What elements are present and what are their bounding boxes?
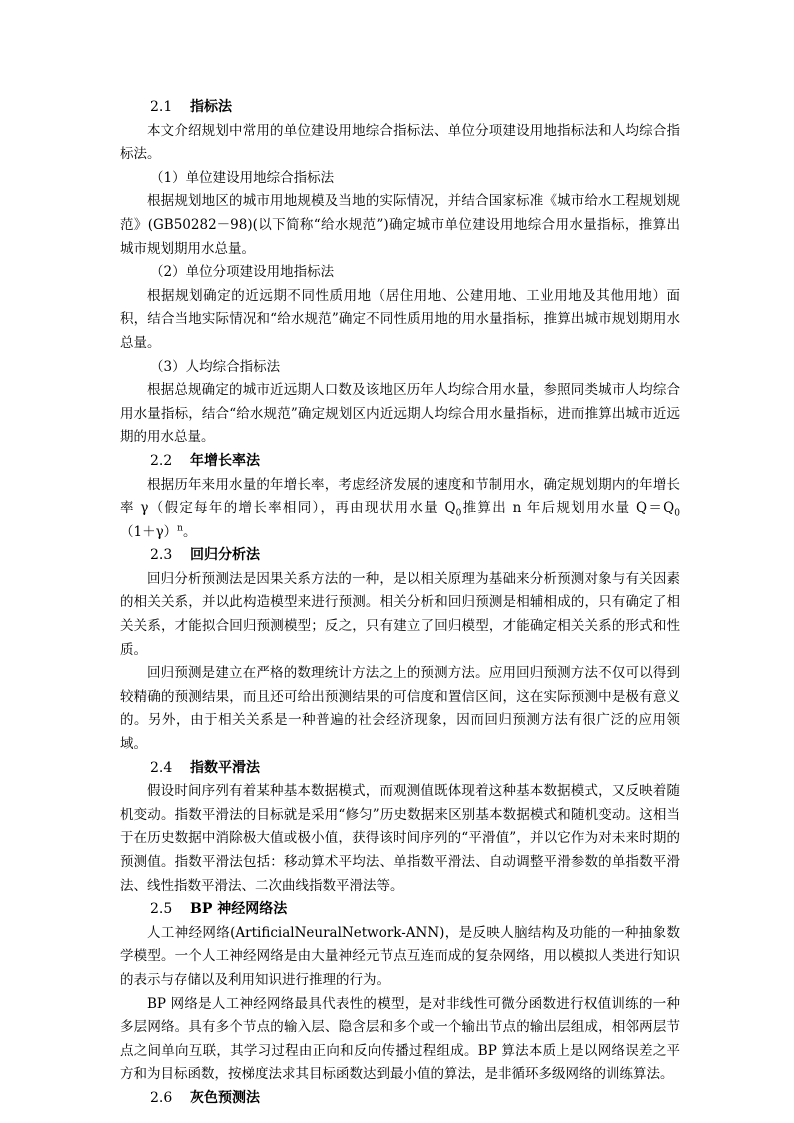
section-title: 年增长率法: [190, 452, 260, 469]
section-number: 2.2: [150, 452, 173, 469]
paragraph: 回归预测是建立在严格的数理统计方法之上的预测方法。应用回归预测方法不仅可以得到较精确的预测结果，而且还可给出预测结果的可信度和置信区间，这在实际预测中是极有意义的。另外，由于相关关系是一种普遍的社会经济现象，因而回归预测方法有很广泛的应用领域。: [120, 665, 680, 753]
section-number: 2.3: [150, 547, 173, 564]
section-heading-2-5: [120, 898, 680, 922]
section-heading-2-3: [120, 544, 680, 568]
formula-text: （1＋γ）: [120, 523, 178, 540]
paragraph-formula: [120, 474, 680, 545]
subscript: 0: [674, 508, 680, 519]
section-heading-2-4: [120, 757, 680, 781]
subscript: 0: [455, 508, 462, 519]
section-title: 指数平滑法: [190, 759, 260, 776]
section-intro: 本文介绍规划中常用的单位建设用地综合指标法、单位分项建设用地指标法和人均综合指标法。: [120, 122, 680, 163]
section-number: 2.5: [150, 901, 173, 918]
subsection-label: （1）单位建设用地综合指标法: [150, 169, 335, 186]
formula-text: 。: [182, 523, 197, 540]
section-heading-2-6: [120, 1087, 680, 1111]
paragraph: 假设时间序列有着某种基本数据模式，而观测值既体现着这种基本数据模式，又反映着随机变动。指数平滑法的目标就是采用“修匀”历史数据来区别基本数据模式和随机变动。这相当于在历史数据中消除极大值或极小值，获得该时间序列的“平滑值”，并以它作为对未来时期的预测值。指数平滑法包括：移动算术平均法、单指数平滑法、自动调整平滑参数的单指数平滑法、线性指数平滑法、二次曲线指数平滑法等。: [120, 783, 680, 894]
section-heading-2-2: [120, 450, 680, 474]
paragraph: 根据规划确定的近远期不同性质用地（居住用地、公建用地、工业用地及其他用地）面积，结合当地实际情况和“给水规范”确定不同性质用地的用水量指标，推算出城市规划期用水总量。: [120, 287, 680, 351]
paragraph: 回归分析预测法是因果关系方法的一种，是以相关原理为基础来分析预测对象与有关因素的相关关系，并以此构造模型来进行预测。相关分析和回归预测是相辅相成的，只有确定了相关关系，才能拟合回归预测模型；反之，只有建立了回归模型，才能确定相关关系的形式和性质。: [120, 570, 680, 658]
paragraph: 人工神经网络(ArtificialNeuralNetwork-ANN)，是反映人脑结构及功能的一种抽象数学模型。一个人工神经网络是由大量神经元节点互连而成的复杂网络，用以模拟人类进行知识的表示与存储以及利用知识进行推理的行为。: [120, 924, 680, 988]
formula-text: 推算出 n 年后规划用水量 Q＝Q: [461, 500, 675, 517]
superscript: n: [177, 523, 183, 534]
section-title: 灰色预测法: [190, 1089, 260, 1106]
section-number: 2.1: [150, 99, 173, 115]
subsection-label: （3）人均综合指标法: [150, 358, 281, 375]
section-title: 回归分析法: [190, 547, 260, 564]
formula-text: 根据历年来用水量的年增长率，考虑经济发展的速度和节制用水，确定规划期内的年增长率 γ（假定每年的增长率相同），再由现状用水量 Q: [120, 476, 680, 517]
subsection-label: （2）单位分项建设用地指标法: [150, 264, 335, 281]
section-number: 2.6: [150, 1089, 173, 1106]
section-title: 指标法: [190, 99, 232, 115]
section-number: 2.4: [150, 759, 173, 776]
document-page: [120, 96, 680, 1111]
paragraph: 根据规划地区的城市用地规模及当地的实际情况，并结合国家标准《城市给水工程规划规范》(GB50282－98)(以下简称“给水规范”)确定城市单位建设用地综合用水量指标，推算出城市规划期用水总量。: [120, 193, 680, 257]
paragraph: BP 网络是人工神经网络最具代表性的模型，是对非线性可微分函数进行权值训练的一种多层网络。具有多个节点的输入层、隐含层和多个或一个输出节点的输出层组成，相邻两层节点之间单向互联，其学习过程由正向和反向传播过程组成。BP 算法本质上是以网络误差之平方和为目标函数，按梯度法求其目标函数达到最小值的算法，是非循环多级网络的训练算法。: [120, 995, 680, 1083]
section-heading-2-1: [120, 96, 680, 120]
paragraph: 根据总规确定的城市近远期人口数及该地区历年人均综合用水量，参照同类城市人均综合用水量指标，结合“给水规范”确定规划区内近远期人均综合用水量指标，进而推算出城市近远期的用水总量。: [120, 382, 680, 446]
section-title: BP 神经网络法: [190, 901, 288, 918]
